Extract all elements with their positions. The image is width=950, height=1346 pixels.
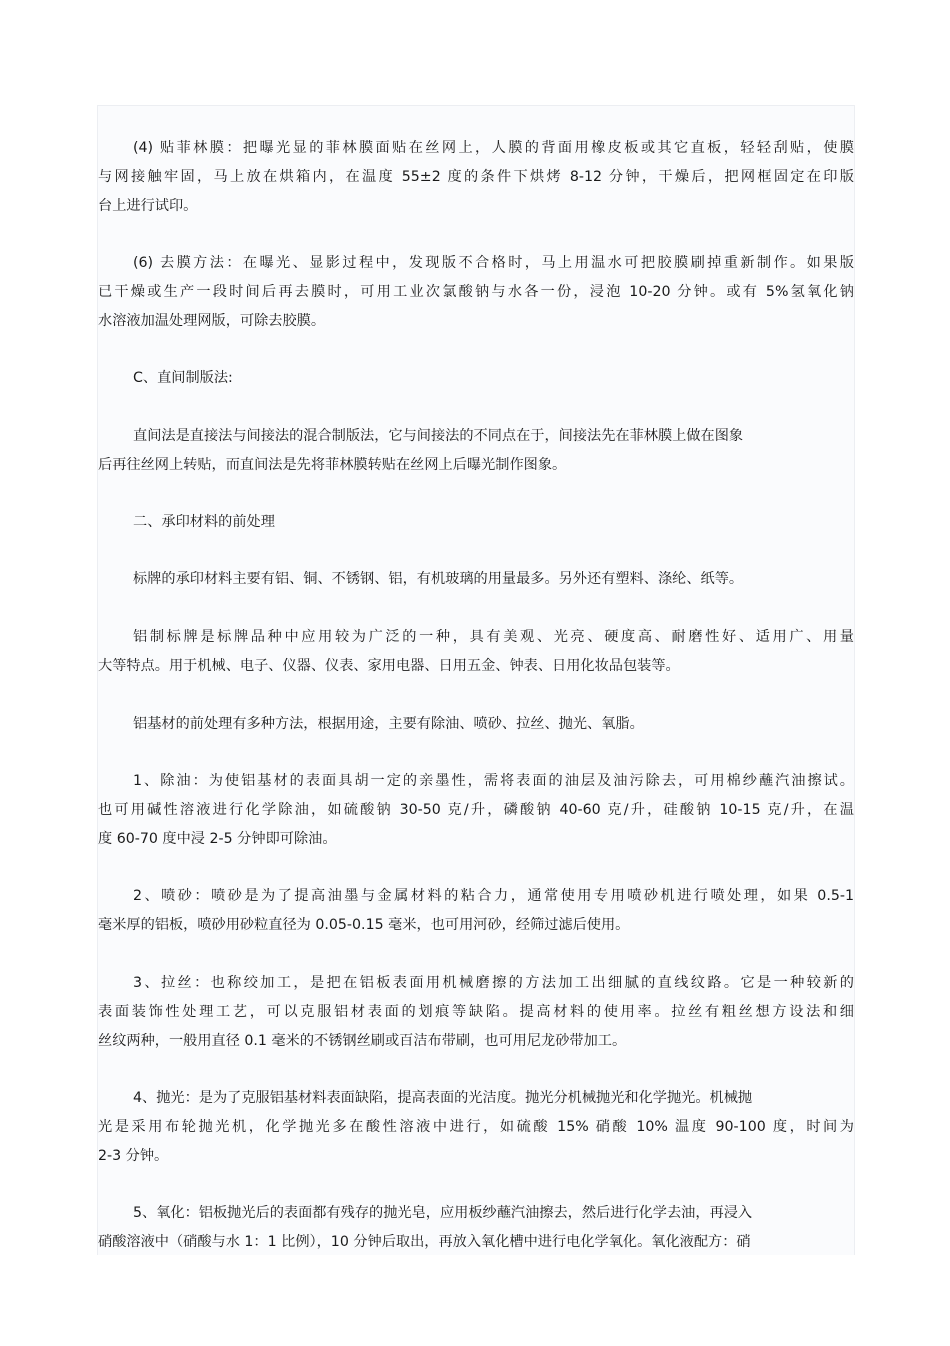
section-heading: 二、承印材料的前处理 bbox=[133, 514, 275, 530]
section-heading: C、直间制版法: bbox=[133, 370, 233, 386]
paragraph-line: (6) 去膜方法：在曝光、显影过程中，发现版不合格时，马上用温水可把胶膜刷掉重新制作。如果版 bbox=[133, 255, 854, 271]
paragraph-line: 毫米厚的铝板，喷砂用砂粒直径为 0.05-0.15 毫米，也可用河砂，经筛过滤后使用。 bbox=[98, 917, 630, 933]
paragraph-line: 已干燥或生产一段时间后再去膜时，可用工业次氯酸钠与水各一份，浸泡 10-20 分钟。或有 5%氢氧化钠 bbox=[98, 284, 854, 300]
paragraph-line: 3、拉丝：也称绞加工，是把在铝板表面用机械磨擦的方法加工出细腻的直线纹路。它是一种较新的 bbox=[133, 975, 854, 991]
paragraph-line: 与网接触牢固，马上放在烘箱内，在温度 55±2 度的条件下烘烤 8-12 分钟，干燥后，把网框固定在印版 bbox=[98, 169, 854, 185]
paragraph-line: 2、喷砂：喷砂是为了提高油墨与金属材料的粘合力，通常使用专用喷砂机进行喷处理，如果 0.5-1 bbox=[133, 888, 854, 904]
paragraph-line: 直间法是直接法与间接法的混合制版法，它与间接法的不同点在于，间接法先在菲林膜上做在图象 bbox=[133, 428, 744, 444]
paragraph-line: 水溶液加温处理网版，可除去胶膜。 bbox=[98, 313, 326, 329]
document-page bbox=[97, 105, 855, 1255]
paragraph-line: 也可用碱性溶液进行化学除油，如硫酸钠 30-50 克/升，磷酸钠 40-60 克/升，硅酸钠 10-15 克/升，在温 bbox=[98, 802, 854, 818]
paragraph-line: 5、氧化：铝板抛光后的表面都有残存的抛光皂，应用板纱蘸汽油擦去，然后进行化学去油，再浸入 bbox=[133, 1205, 753, 1221]
paragraph-line: 2-3 分钟。 bbox=[98, 1148, 169, 1164]
paragraph-line: 标牌的承印材料主要有铝、铜、不锈钢、铝，有机玻璃的用量最多。另外还有塑料、涤纶、纸等。 bbox=[133, 571, 744, 587]
paragraph-line: 大等特点。用于机械、电子、仪器、仪表、家用电器、日用五金、钟表、日用化妆品包装等。 bbox=[98, 658, 680, 674]
paragraph-line: 4、抛光：是为了克服铝基材料表面缺陷，提高表面的光洁度。抛光分机械抛光和化学抛光。机械抛 bbox=[133, 1090, 753, 1106]
paragraph-line: 铝基材的前处理有多种方法，根据用途，主要有除油、喷砂、拉丝、抛光、氧脂。 bbox=[133, 716, 644, 732]
paragraph-line: 铝制标牌是标牌品种中应用较为广泛的一种，具有美观、光亮、硬度高、耐磨性好、适用广、用量 bbox=[133, 629, 854, 645]
paragraph-line: 后再往丝网上转贴，而直间法是先将菲林膜转贴在丝网上后曝光制作图象。 bbox=[98, 457, 567, 473]
paragraph-line: (4) 贴菲林膜：把曝光显的菲林膜面贴在丝网上，人膜的背面用橡皮板或其它直板，轻轻刮贴，使膜 bbox=[133, 140, 854, 156]
paragraph-line: 光是采用布轮抛光机，化学抛光多在酸性溶液中进行，如硫酸 15% 硝酸 10% 温度 90-100 度，时间为 bbox=[98, 1119, 854, 1135]
paragraph-line: 硝酸溶液中（硝酸与水 1：1 比例），10 分钟后取出，再放入氧化槽中进行电化学氧化。氧化液配方：硝 bbox=[98, 1234, 751, 1250]
paragraph-line: 丝纹两种，一般用直径 0.1 毫米的不锈钢丝刷或百洁布带刷，也可用尼龙砂带加工。 bbox=[98, 1033, 627, 1049]
paragraph-line: 表面装饰性处理工艺，可以克服铝材表面的划痕等缺陷。提高材料的使用率。拉丝有粗丝想方设法和细 bbox=[98, 1004, 854, 1020]
paragraph-line: 度 60-70 度中浸 2-5 分钟即可除油。 bbox=[98, 831, 337, 847]
paragraph-line: 台上进行试印。 bbox=[98, 198, 198, 214]
paragraph-line: 1、除油：为使铝基材的表面具胡一定的亲墨性，需将表面的油层及油污除去，可用棉纱蘸汽油擦试。 bbox=[133, 773, 854, 789]
